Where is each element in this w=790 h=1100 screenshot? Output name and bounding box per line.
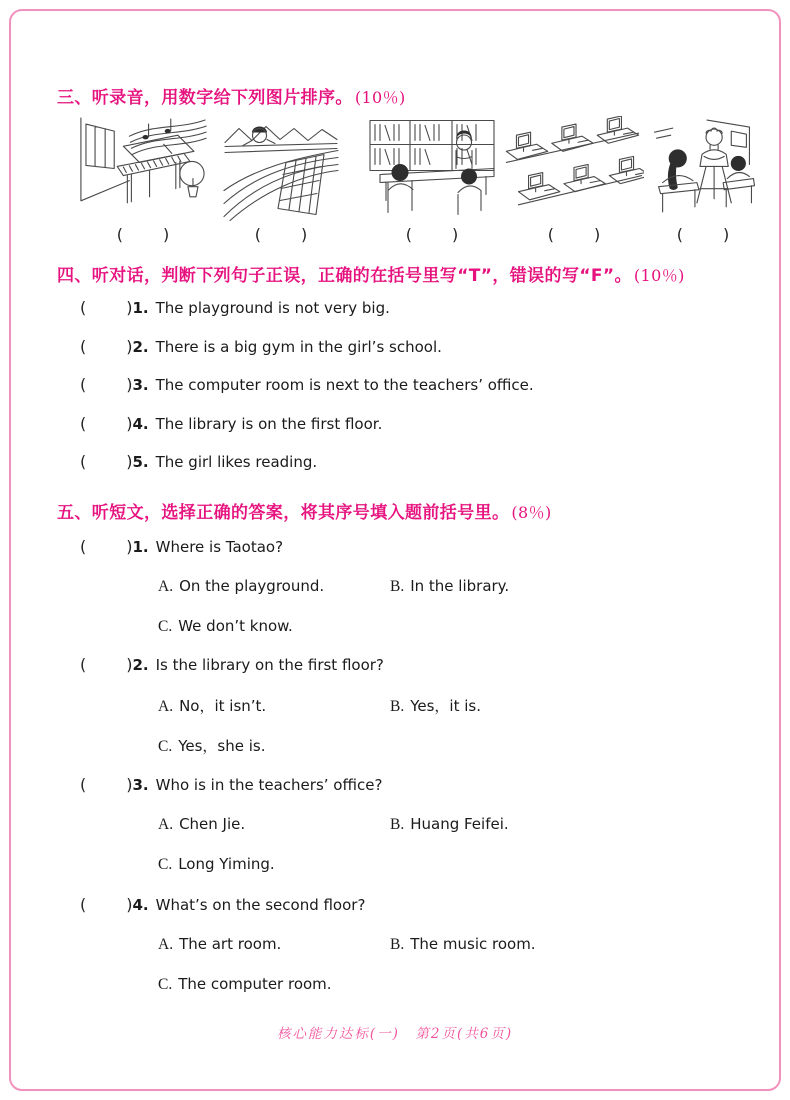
option-text: Yes，she is.	[178, 737, 266, 755]
question-text: There is a big gym in the girl’s school.	[155, 338, 442, 356]
question-text: Where is Taotao?	[155, 538, 284, 556]
option-letter: C.	[158, 738, 173, 755]
section-4-title	[57, 261, 685, 286]
question-text: The girl likes reading.	[155, 453, 318, 471]
option-text: The art room.	[179, 935, 282, 953]
answer-blank[interactable]: ( )	[80, 414, 133, 433]
answer-blank[interactable]: ( )	[80, 337, 133, 356]
tf-question-row	[80, 414, 382, 433]
tf-question-row	[80, 298, 390, 317]
question-number: 1.	[132, 538, 149, 556]
picture-computer-room	[504, 116, 644, 244]
answer-blank[interactable]: ( )	[80, 298, 133, 317]
question-number: 4.	[132, 415, 149, 433]
playground-illustration	[222, 116, 340, 222]
option-text: Chen Jie.	[179, 815, 246, 833]
question-number: 1.	[132, 299, 149, 317]
option-b	[390, 695, 481, 716]
section-3-title-text: 三、听录音，用数字给下列图片排序。	[57, 88, 353, 108]
question-number: 5.	[132, 453, 149, 471]
option-a	[158, 935, 281, 954]
picture-art-room	[650, 116, 756, 244]
option-b	[390, 577, 509, 596]
music-room-illustration	[78, 116, 208, 222]
answer-blank[interactable]: ( )	[80, 775, 133, 794]
option-c	[158, 855, 275, 874]
computer-room-illustration	[504, 116, 644, 222]
question-text: The computer room is next to the teachers’ office.	[155, 376, 534, 394]
question-text: What’s on the second floor?	[155, 896, 366, 914]
section-3-title	[57, 83, 406, 108]
question-number: 2.	[132, 338, 149, 356]
option-letter: B.	[390, 698, 405, 715]
section-5-title	[57, 498, 552, 523]
choice-question-row	[80, 895, 365, 914]
option-text: The computer room.	[178, 975, 332, 993]
library-illustration	[366, 116, 498, 222]
question-text: Who is in the teachers’ office?	[155, 776, 383, 794]
answer-blank[interactable]: ( )	[676, 225, 730, 244]
question-number: 2.	[132, 656, 149, 674]
option-letter: A.	[158, 698, 174, 715]
answer-blank[interactable]: ( )	[80, 655, 133, 674]
section-5-title-text: 五、听短文，选择正确的答案，将其序号填入题前括号里。	[57, 503, 510, 523]
choice-question-row	[80, 655, 384, 674]
option-text: In the library.	[410, 577, 510, 595]
section-5-score: (8％)	[511, 503, 552, 522]
question-text: The playground is not very big.	[155, 299, 390, 317]
tf-question-row	[80, 375, 534, 394]
option-letter: C.	[158, 976, 173, 993]
option-text: We don’t know.	[178, 617, 293, 635]
option-letter: A.	[158, 816, 174, 833]
question-number: 3.	[132, 376, 149, 394]
picture-music-room	[78, 116, 208, 244]
option-a	[158, 577, 324, 596]
picture-playground-track	[222, 116, 340, 244]
option-text: Long Yiming.	[178, 855, 275, 873]
option-letter: A.	[158, 936, 174, 953]
option-b	[390, 935, 536, 954]
section-4-title-text: 四、听对话，判断下列句子正误，正确的在括号里写“T”，错误的写“F”。	[57, 266, 632, 286]
answer-blank[interactable]: ( )	[547, 225, 601, 244]
option-text: Yes，it is.	[410, 697, 482, 715]
option-text: On the playground.	[179, 577, 325, 595]
option-a	[158, 815, 245, 834]
option-letter: B.	[390, 578, 405, 595]
option-letter: C.	[158, 618, 173, 635]
answer-blank[interactable]: ( )	[80, 452, 133, 471]
option-b	[390, 815, 509, 834]
option-letter: B.	[390, 936, 405, 953]
answer-blank[interactable]: ( )	[405, 225, 459, 244]
choice-question-row	[80, 537, 283, 556]
option-c	[158, 975, 332, 994]
tf-question-row	[80, 337, 442, 356]
answer-blank[interactable]: ( )	[80, 895, 133, 914]
option-text: The music room.	[410, 935, 536, 953]
option-letter: A.	[158, 578, 174, 595]
page-footer: 核心能力达标(一) 第2页(共6页)	[276, 1026, 514, 1042]
picture-library	[366, 116, 498, 244]
option-letter: C.	[158, 856, 173, 873]
question-text: The library is on the first floor.	[155, 415, 383, 433]
option-c	[158, 735, 266, 756]
option-text: Huang Feifei.	[410, 815, 509, 833]
tf-question-row	[80, 452, 317, 471]
option-a	[158, 695, 266, 716]
option-letter: B.	[390, 816, 405, 833]
art-room-illustration	[650, 116, 756, 222]
answer-blank[interactable]: ( )	[254, 225, 308, 244]
section-4-score: (10％)	[633, 266, 685, 285]
question-number: 3.	[132, 776, 149, 794]
question-text: Is the library on the first floor?	[155, 656, 384, 674]
answer-blank[interactable]: ( )	[80, 375, 133, 394]
question-number: 4.	[132, 896, 149, 914]
section-3-score: (10％)	[354, 88, 406, 107]
option-text: No，it isn’t.	[179, 697, 267, 715]
option-c	[158, 617, 293, 636]
choice-question-row	[80, 775, 382, 794]
answer-blank[interactable]: ( )	[116, 225, 170, 244]
answer-blank[interactable]: ( )	[80, 537, 133, 556]
